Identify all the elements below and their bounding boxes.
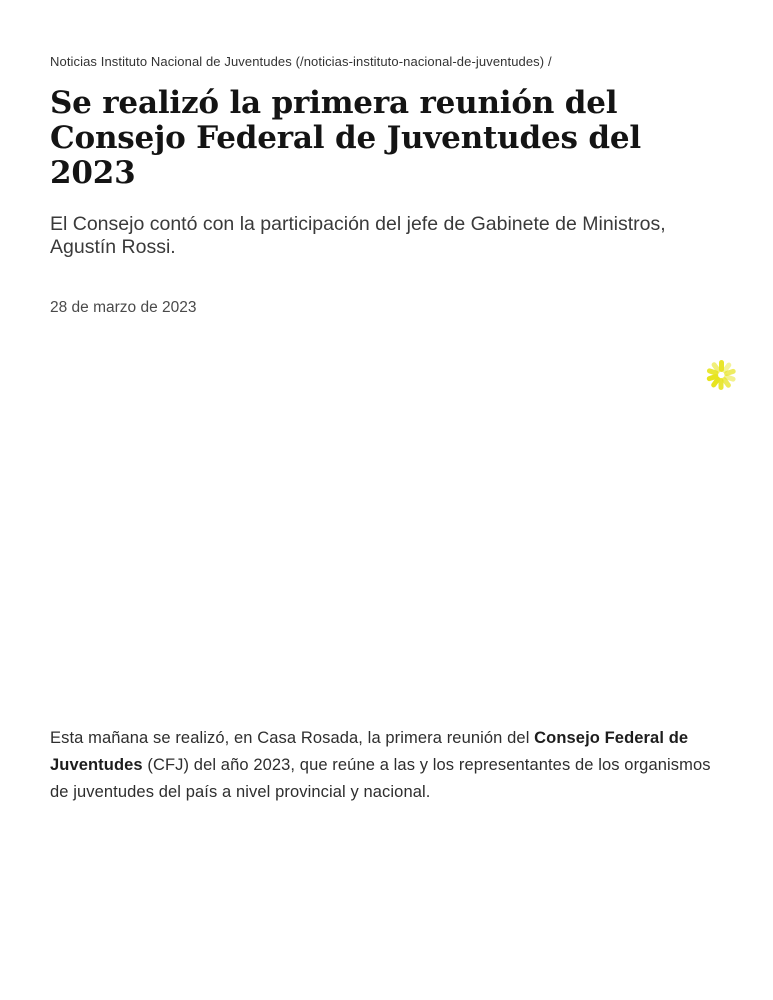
article-image-placeholder: [50, 317, 723, 725]
breadcrumb-separator: /: [547, 54, 552, 69]
breadcrumb: [50, 54, 723, 70]
body-text-bold-phrase: Consejo Federal de Juventudes: [50, 729, 689, 774]
body-text-after-bold: (CFJ) del año 2023, que reúne a las y los representantes de los organismos de juventudes del país a nivel provincial y nacional.: [50, 756, 711, 801]
loading-spinner-icon: [705, 359, 737, 391]
article-lead: El Consejo contó con la participación del jefe de Gabinete de Ministros, Agustín Rossi.: [50, 213, 666, 258]
body-text-before-bold: Esta mañana se realizó, en Casa Rosada, la primera reunión del: [50, 729, 535, 747]
breadcrumb-link[interactable]: [50, 54, 544, 69]
publication-date: 28 de marzo de 2023: [50, 299, 197, 316]
breadcrumb-link-href: (/noticias-instituto-nacional-de-juventudes): [295, 54, 545, 69]
page-title: Se realizó la primera reunión del Consejo Federal de Juventudes del 2023: [50, 85, 641, 191]
breadcrumb-link-label: Noticias Instituto Nacional de Juventudes: [50, 54, 292, 69]
article-body-paragraph: [50, 725, 717, 806]
